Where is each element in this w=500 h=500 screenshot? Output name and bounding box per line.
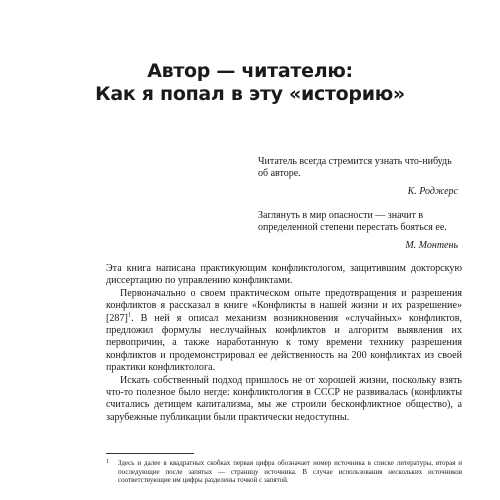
title-line-2: Как я попал в эту «историю»: [95, 83, 405, 105]
footnote-reference[interactable]: 1: [127, 311, 132, 319]
epigraph-text: Читатель всегда стремится узнать что-нибудь об авторе.: [258, 156, 452, 180]
paragraph-2: [106, 288, 462, 375]
paragraph-2-part-b: . В ней я описал механизм возникновения «случайных» конфликтов, предложил формулы неслучайных конфликтов и алгоритм выявления их первопричин, а также наработанную к тому времени технику разрешения конфликтов и продемонстрировал ее действенность на 200 конфликтах из своей практики конфликтолога.: [106, 312, 462, 374]
epigraph-author: К. Роджерс: [407, 185, 458, 197]
footnote-text: Здесь и далее в квадратных скобках первая цифра обозначает номер источника в списке литературы, вторая и последующие после запятых — страницу источника. В случае использования нескольких источников соответствующие им цифры разделены точкой с запятой.: [118, 459, 462, 485]
page-title: [0, 60, 500, 106]
footnote: [106, 459, 462, 485]
paragraph-2-part-a: Первоначально о своем практическом опыте предотвращения и разрешения конфликтов я рассказал в книге «Конфликты в нашей жизни и их разрешение» [287]: [106, 287, 462, 324]
footnote-divider: [106, 453, 194, 454]
paragraph-3: Искать собственный подход пришлось не от хорошей жизни, поскольку взять что-то полезное было негде: конфликтология в СССР не развивалась (конфликты считались детищем капитализма, мы же строили бесконфликтное общество), а зарубежные публикации были практически недоступны.: [106, 374, 462, 423]
epigraph-text: Заглянуть в мир опасности — значит в определенной степени перестать бояться ее.: [258, 210, 447, 234]
epigraph-1: [258, 156, 458, 198]
paragraph-1: Эта книга написана практикующим конфликтологом, защитившим докторскую диссертацию по управлению конфликтами.: [106, 263, 462, 287]
footnote-marker: 1: [106, 459, 109, 465]
title-line-1: Автор — читателю:: [147, 60, 353, 82]
body-text: [106, 263, 462, 424]
epigraph-2: [258, 210, 458, 252]
epigraph-author: М. Монтень: [405, 239, 458, 251]
